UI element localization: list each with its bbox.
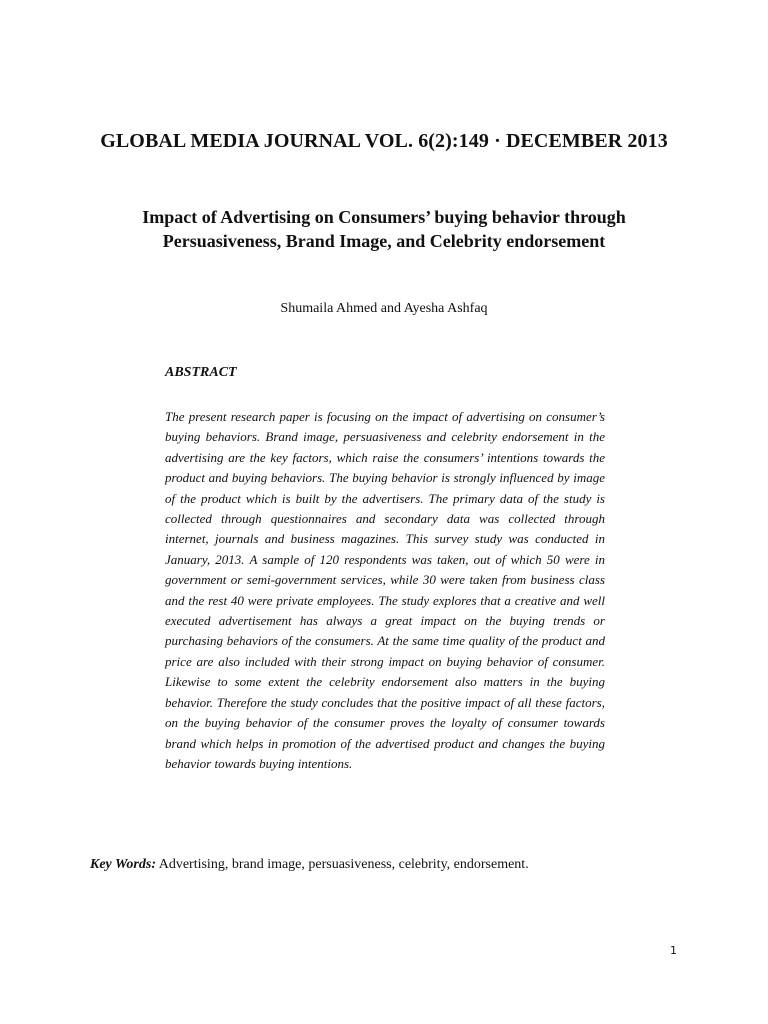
paper-title-line-1: Impact of Advertising on Consumers’ buying behavior through	[142, 207, 626, 227]
paper-title-line-2: Persuasiveness, Brand Image, and Celebrity endorsement	[162, 231, 606, 251]
page-number: 1	[670, 944, 677, 957]
keywords	[90, 857, 529, 873]
abstract-heading: ABSTRACT	[165, 365, 237, 380]
authors: Shumaila Ahmed and Ayesha Ashfaq	[280, 301, 488, 316]
paper-title	[60, 205, 708, 253]
keywords-label: Key Words:	[90, 857, 156, 872]
keywords-text: Advertising, brand image, persuasiveness, celebrity, endorsement.	[155, 857, 529, 872]
journal-header: GLOBAL MEDIA JOURNAL VOL. 6(2):149 · DECEMBER 2013	[100, 130, 668, 152]
abstract-body: The present research paper is focusing on the impact of advertising on consumer’s buying behaviors. Brand image, persuasiveness and celebrity endorsement in the advertising are the key factors, which raise the consumers’ intentions towards the product and buying behaviors. The buying behavior is strongly influenced by image of the product which is built by the advertisers. The primary data of the study is collected through questionnaires and secondary data was collected through internet, journals and business magazines. This survey study was conducted in January, 2013. A sample of 120 respondents was taken, out of which 50 were in government or semi-government services, while 30 were taken from business class and the rest 40 were private employees. The study explores that a creative and well executed advertisement has always a great impact on the buying trends or purchasing behaviors of the consumers. At the same time quality of the product and price are also included with their strong impact on buying behavior of consumer. Likewise to some extent the celebrity endorsement also matters in the buying behavior. Therefore the study concludes that the positive impact of all these factors, on the buying behavior of the consumer proves the loyalty of consumer towards brand which helps in promotion of the advertised product and changes the buying behavior towards buying intentions.	[165, 409, 605, 771]
